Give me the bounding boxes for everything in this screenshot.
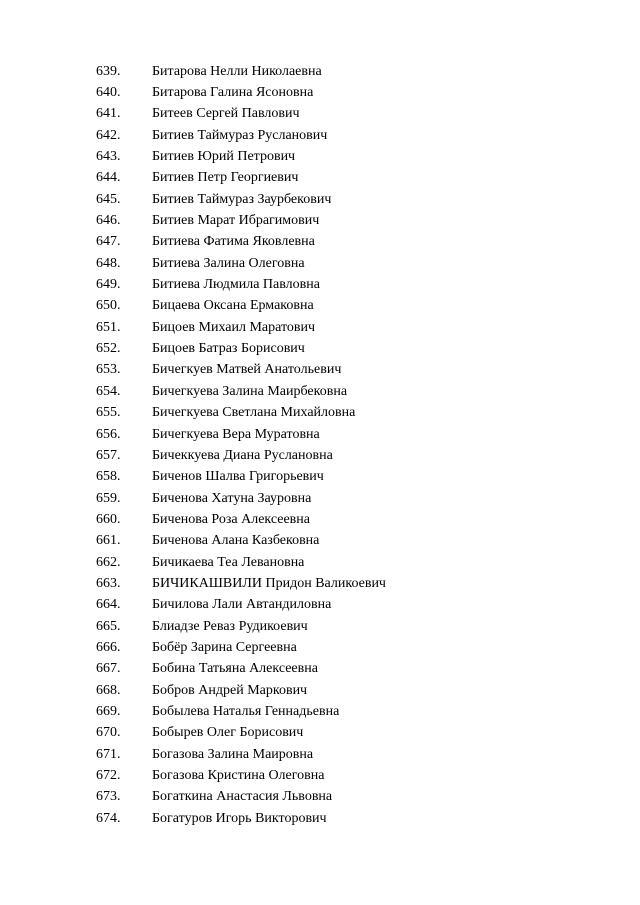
list-item <box>96 61 386 82</box>
list-item <box>96 381 386 402</box>
list-item <box>96 531 386 552</box>
entry-number: 660. <box>96 511 121 527</box>
entry-number: 643. <box>96 149 121 165</box>
entry-name: Богатуров Игорь Викторович <box>152 810 327 826</box>
entry-number: 661. <box>96 533 121 549</box>
entry-name: Бичилова Лали Автандиловна <box>152 597 332 613</box>
list-item <box>96 467 386 488</box>
entry-number: 647. <box>96 234 121 250</box>
entry-number: 669. <box>96 703 121 719</box>
entry-name: Бобырев Олег Борисович <box>152 725 304 741</box>
list-item <box>96 274 386 295</box>
entry-name: Бобров Андрей Маркович <box>152 682 308 698</box>
entry-name: Битиева Людмила Павловна <box>152 277 320 293</box>
entry-number: 652. <box>96 341 121 357</box>
entry-name: Богаткина Анастасия Львовна <box>152 789 333 805</box>
list-item <box>96 189 386 210</box>
list-item <box>96 659 386 680</box>
list-item <box>96 637 386 658</box>
entry-number: 663. <box>96 575 121 591</box>
entry-name: Бичеккуева Диана Руслановна <box>152 447 333 463</box>
entry-name: Бицаева Оксана Ермаковна <box>152 298 314 314</box>
list-item <box>96 765 386 786</box>
entry-number: 649. <box>96 277 121 293</box>
entry-name: Битиева Фатима Яковлевна <box>152 234 315 250</box>
entry-number: 639. <box>96 63 121 79</box>
entry-number: 641. <box>96 106 121 122</box>
entry-number: 656. <box>96 426 121 442</box>
entry-number: 658. <box>96 469 121 485</box>
entry-number: 648. <box>96 255 121 271</box>
list-item <box>96 595 386 616</box>
list-item <box>96 509 386 530</box>
entry-name: Битиев Петр Георгиевич <box>152 170 299 186</box>
entry-name: Бобёр Зарина Сергеевна <box>152 639 297 655</box>
entry-name: Биченова Алана Казбековна <box>152 533 320 549</box>
entry-name: Битиева Залина Олеговна <box>152 255 305 271</box>
list-item <box>96 146 386 167</box>
list-item <box>96 701 386 722</box>
entry-name: Бичегкуева Светлана Михайловна <box>152 405 356 421</box>
list-item <box>96 296 386 317</box>
list-item <box>96 445 386 466</box>
entry-number: 666. <box>96 639 121 655</box>
list-item <box>96 104 386 125</box>
entry-number: 667. <box>96 661 121 677</box>
entry-name: Биченова Хатуна Зауровна <box>152 490 312 506</box>
entry-number: 673. <box>96 789 121 805</box>
entry-name: Бичегкуева Вера Муратовна <box>152 426 320 442</box>
entry-name: Бицоев Батраз Борисович <box>152 341 305 357</box>
list-item <box>96 338 386 359</box>
list-item <box>96 403 386 424</box>
list-item <box>96 168 386 189</box>
entry-name: Бичегкуев Матвей Анатольевич <box>152 362 342 378</box>
entry-number: 645. <box>96 191 121 207</box>
entry-number: 668. <box>96 682 121 698</box>
entry-number: 659. <box>96 490 121 506</box>
entry-name: Битарова Галина Ясоновна <box>152 85 314 101</box>
list-item <box>96 744 386 765</box>
entry-number: 655. <box>96 405 121 421</box>
entry-name: Битиев Юрий Петрович <box>152 149 296 165</box>
list-item <box>96 253 386 274</box>
entry-name: Битиев Таймураз Заурбекович <box>152 191 332 207</box>
entry-number: 650. <box>96 298 121 314</box>
entry-name: Биченов Шалва Григорьевич <box>152 469 324 485</box>
entry-name: Битарова Нелли Николаевна <box>152 63 322 79</box>
list-item <box>96 552 386 573</box>
entry-number: 672. <box>96 768 121 784</box>
list-item <box>96 808 386 829</box>
list-item <box>96 787 386 808</box>
entry-name: Богазова Залина Маировна <box>152 746 314 762</box>
entry-name: Бичегкуева Залина Маирбековна <box>152 383 348 399</box>
entry-name: Блиадзе Реваз Рудикоевич <box>152 618 308 634</box>
list-item <box>96 82 386 103</box>
list-item <box>96 616 386 637</box>
entry-number: 646. <box>96 213 121 229</box>
entry-name: Бобина Татьяна Алексеевна <box>152 661 318 677</box>
list-item <box>96 723 386 744</box>
entry-number: 674. <box>96 810 121 826</box>
list-item <box>96 573 386 594</box>
entry-name: Бичикаева Теа Левановна <box>152 554 305 570</box>
entry-number: 671. <box>96 746 121 762</box>
entry-name: Битеев Сергей Павлович <box>152 106 300 122</box>
entry-number: 654. <box>96 383 121 399</box>
entry-number: 657. <box>96 447 121 463</box>
entry-name: Битиев Таймураз Русланович <box>152 127 328 143</box>
entry-name: Бобылева Наталья Геннадьевна <box>152 703 340 719</box>
entry-number: 653. <box>96 362 121 378</box>
entry-name: Биченова Роза Алексеевна <box>152 511 310 527</box>
entry-number: 665. <box>96 618 121 634</box>
entry-name: БИЧИКАШВИЛИ Придон Валикоевич <box>152 575 386 591</box>
name-list <box>96 61 386 829</box>
entry-name: Битиев Марат Ибрагимович <box>152 213 320 229</box>
list-item <box>96 488 386 509</box>
entry-number: 670. <box>96 725 121 741</box>
list-item <box>96 424 386 445</box>
entry-number: 651. <box>96 319 121 335</box>
entry-number: 642. <box>96 127 121 143</box>
entry-number: 664. <box>96 597 121 613</box>
list-item <box>96 125 386 146</box>
entry-number: 644. <box>96 170 121 186</box>
entry-number: 640. <box>96 85 121 101</box>
list-item <box>96 232 386 253</box>
entry-name: Бицоев Михаил Маратович <box>152 319 316 335</box>
list-item <box>96 360 386 381</box>
entry-number: 662. <box>96 554 121 570</box>
list-item <box>96 680 386 701</box>
entry-name: Богазова Кристина Олеговна <box>152 768 325 784</box>
list-item <box>96 317 386 338</box>
list-item <box>96 210 386 231</box>
